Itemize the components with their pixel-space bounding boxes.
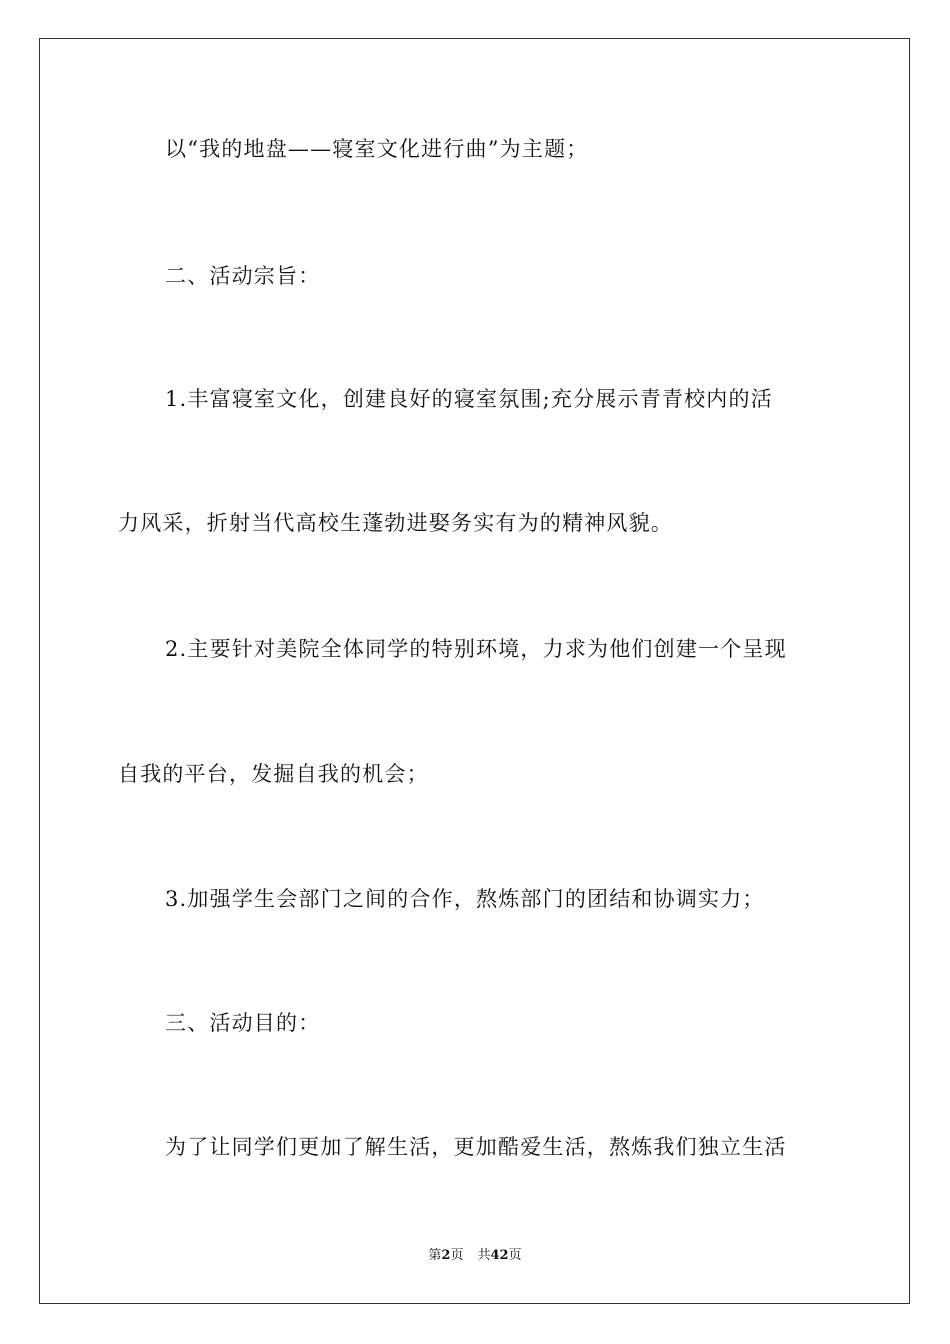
heading-activity-purpose: 二、活动宗旨： (165, 264, 321, 288)
page-footer (0, 1248, 950, 1264)
page-suffix: 页 (450, 1248, 464, 1263)
paragraph-item-1-line-2: 力风采，折射当代高校生蓬勃进娶务实有为的精神风貌。 (118, 511, 673, 535)
paragraph-theme: 以“我的地盘——寝室文化进行曲”为主题； (165, 137, 589, 161)
paragraph-item-2-line-1: 2.主要针对美院全体同学的特别环境，力求为他们创建一个呈现 (165, 637, 787, 661)
current-page-number: 2 (441, 1248, 451, 1263)
page-frame (39, 38, 910, 1304)
total-suffix: 页 (508, 1248, 522, 1263)
paragraph-item-3: 3.加强学生会部门之间的合作，熬炼部门的团结和协调实力； (165, 887, 765, 911)
total-page-count: 42 (490, 1248, 509, 1263)
total-prefix: 共 (477, 1248, 491, 1263)
paragraph-goal-line-1: 为了让同学们更加了解生活，更加酷爱生活，熬炼我们独立生活 (165, 1135, 787, 1159)
heading-activity-goal: 三、活动目的： (165, 1011, 321, 1035)
paragraph-item-1-line-1: 1.丰富寝室文化，创建良好的寝室氛围;充分展示青青校内的活 (165, 387, 773, 411)
paragraph-item-2-line-2: 自我的平台，发掘自我的机会； (118, 762, 429, 786)
page-prefix: 第 (428, 1248, 442, 1263)
